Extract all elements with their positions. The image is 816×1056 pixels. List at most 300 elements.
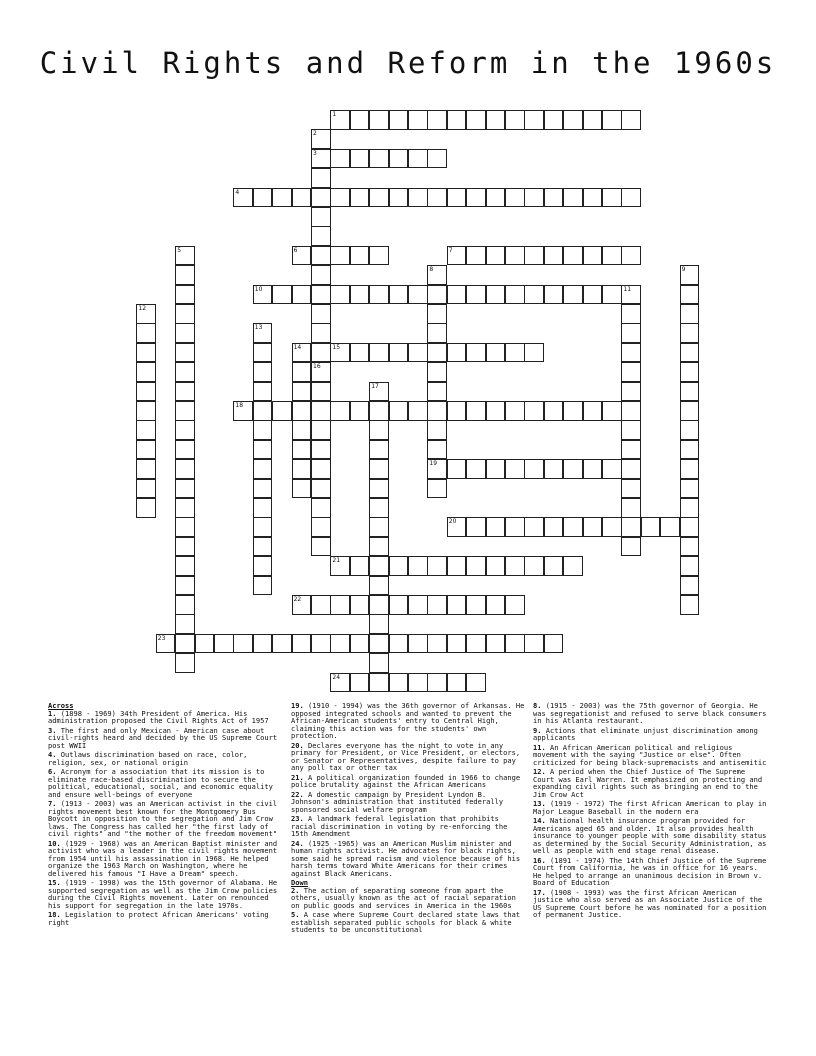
grid-cell[interactable] (292, 634, 312, 654)
grid-cell[interactable] (524, 246, 544, 266)
grid-cell[interactable] (175, 323, 195, 343)
grid-cell[interactable] (680, 343, 700, 363)
grid-cell[interactable] (602, 188, 622, 208)
grid-cell[interactable] (369, 517, 389, 537)
grid-cell[interactable] (427, 285, 447, 305)
grid-cell[interactable] (369, 634, 389, 654)
grid-cell[interactable] (505, 285, 525, 305)
grid-cell[interactable] (583, 459, 603, 479)
grid-cell[interactable] (389, 110, 409, 130)
grid-cell[interactable] (466, 343, 486, 363)
grid-cell[interactable] (486, 246, 506, 266)
grid-cell[interactable] (505, 634, 525, 654)
grid-cell[interactable] (253, 517, 273, 537)
grid-cell[interactable] (311, 323, 331, 343)
grid-cell[interactable] (427, 265, 447, 285)
grid-cell[interactable] (466, 285, 486, 305)
grid-cell[interactable] (408, 634, 428, 654)
grid-cell[interactable] (136, 362, 156, 382)
grid-cell[interactable] (311, 246, 331, 266)
grid-cell[interactable] (680, 595, 700, 615)
grid-cell[interactable] (311, 517, 331, 537)
grid-cell[interactable] (136, 420, 156, 440)
grid-cell[interactable] (369, 420, 389, 440)
grid-cell[interactable] (330, 110, 350, 130)
grid-cell[interactable] (486, 556, 506, 576)
grid-cell[interactable] (544, 285, 564, 305)
grid-cell[interactable] (427, 440, 447, 460)
grid-cell[interactable] (253, 188, 273, 208)
grid-cell[interactable] (350, 343, 370, 363)
grid-cell[interactable] (369, 595, 389, 615)
grid-cell[interactable] (253, 440, 273, 460)
grid-cell[interactable] (447, 246, 467, 266)
grid-cell[interactable] (292, 440, 312, 460)
grid-cell[interactable] (253, 420, 273, 440)
grid-cell[interactable] (447, 343, 467, 363)
grid-cell[interactable] (369, 479, 389, 499)
grid-cell[interactable] (447, 285, 467, 305)
grid-cell[interactable] (292, 479, 312, 499)
grid-cell[interactable] (427, 595, 447, 615)
grid-cell[interactable] (136, 304, 156, 324)
grid-cell[interactable] (524, 556, 544, 576)
grid-cell[interactable] (602, 517, 622, 537)
grid-cell[interactable] (292, 420, 312, 440)
grid-cell[interactable] (350, 149, 370, 169)
grid-cell[interactable] (583, 285, 603, 305)
grid-cell[interactable] (505, 188, 525, 208)
grid-cell[interactable] (447, 634, 467, 654)
grid-cell[interactable] (466, 673, 486, 693)
grid-cell[interactable] (621, 537, 641, 557)
grid-cell[interactable] (621, 517, 641, 537)
grid-cell[interactable] (175, 517, 195, 537)
grid-cell[interactable] (214, 634, 234, 654)
grid-cell[interactable] (486, 634, 506, 654)
grid-cell[interactable] (621, 382, 641, 402)
grid-cell[interactable] (466, 401, 486, 421)
grid-cell[interactable] (369, 537, 389, 557)
grid-cell[interactable] (136, 440, 156, 460)
grid-cell[interactable] (136, 343, 156, 363)
grid-cell[interactable] (408, 401, 428, 421)
grid-cell[interactable] (583, 246, 603, 266)
grid-cell[interactable] (680, 401, 700, 421)
grid-cell[interactable] (350, 188, 370, 208)
grid-cell[interactable] (447, 517, 467, 537)
grid-cell[interactable] (253, 285, 273, 305)
grid-cell[interactable] (505, 246, 525, 266)
grid-cell[interactable] (311, 479, 331, 499)
grid-cell[interactable] (563, 110, 583, 130)
grid-cell[interactable] (350, 634, 370, 654)
grid-cell[interactable] (175, 285, 195, 305)
grid-cell[interactable] (292, 595, 312, 615)
grid-cell[interactable] (369, 246, 389, 266)
grid-cell[interactable] (621, 362, 641, 382)
grid-cell[interactable] (369, 653, 389, 673)
grid-cell[interactable] (350, 110, 370, 130)
grid-cell[interactable] (311, 362, 331, 382)
grid-cell[interactable] (272, 285, 292, 305)
grid-cell[interactable] (427, 634, 447, 654)
grid-cell[interactable] (253, 401, 273, 421)
grid-cell[interactable] (369, 188, 389, 208)
grid-cell[interactable] (544, 188, 564, 208)
grid-cell[interactable] (408, 556, 428, 576)
grid-cell[interactable] (486, 343, 506, 363)
grid-cell[interactable] (136, 323, 156, 343)
grid-cell[interactable] (253, 479, 273, 499)
grid-cell[interactable] (330, 673, 350, 693)
grid-cell[interactable] (680, 459, 700, 479)
grid-cell[interactable] (680, 265, 700, 285)
grid-cell[interactable] (466, 595, 486, 615)
grid-cell[interactable] (136, 401, 156, 421)
grid-cell[interactable] (447, 459, 467, 479)
grid-cell[interactable] (175, 246, 195, 266)
grid-cell[interactable] (621, 110, 641, 130)
grid-cell[interactable] (175, 362, 195, 382)
grid-cell[interactable] (583, 401, 603, 421)
grid-cell[interactable] (175, 498, 195, 518)
grid-cell[interactable] (466, 459, 486, 479)
grid-cell[interactable] (175, 265, 195, 285)
grid-cell[interactable] (292, 343, 312, 363)
grid-cell[interactable] (369, 110, 389, 130)
grid-cell[interactable] (292, 362, 312, 382)
grid-cell[interactable] (427, 382, 447, 402)
grid-cell[interactable] (447, 673, 467, 693)
grid-cell[interactable] (175, 576, 195, 596)
grid-cell[interactable] (311, 265, 331, 285)
grid-cell[interactable] (524, 401, 544, 421)
grid-cell[interactable] (389, 595, 409, 615)
grid-cell[interactable] (427, 323, 447, 343)
grid-cell[interactable] (175, 304, 195, 324)
grid-cell[interactable] (311, 498, 331, 518)
grid-cell[interactable] (563, 517, 583, 537)
grid-cell[interactable] (524, 285, 544, 305)
grid-cell[interactable] (253, 323, 273, 343)
grid-cell[interactable] (680, 382, 700, 402)
grid-cell[interactable] (505, 517, 525, 537)
grid-cell[interactable] (680, 420, 700, 440)
grid-cell[interactable] (486, 517, 506, 537)
grid-cell[interactable] (680, 498, 700, 518)
grid-cell[interactable] (621, 479, 641, 499)
grid-cell[interactable] (680, 537, 700, 557)
grid-cell[interactable] (253, 537, 273, 557)
grid-cell[interactable] (292, 401, 312, 421)
grid-cell[interactable] (292, 382, 312, 402)
grid-cell[interactable] (486, 110, 506, 130)
grid-cell[interactable] (369, 614, 389, 634)
grid-cell[interactable] (389, 634, 409, 654)
grid-cell[interactable] (311, 304, 331, 324)
grid-cell[interactable] (447, 556, 467, 576)
grid-cell[interactable] (544, 517, 564, 537)
grid-cell[interactable] (505, 595, 525, 615)
grid-cell[interactable] (389, 343, 409, 363)
grid-cell[interactable] (408, 673, 428, 693)
grid-cell[interactable] (369, 673, 389, 693)
grid-cell[interactable] (272, 401, 292, 421)
grid-cell[interactable] (524, 110, 544, 130)
grid-cell[interactable] (369, 556, 389, 576)
grid-cell[interactable] (311, 129, 331, 149)
grid-cell[interactable] (311, 537, 331, 557)
grid-cell[interactable] (621, 420, 641, 440)
grid-cell[interactable] (447, 595, 467, 615)
grid-cell[interactable] (330, 246, 350, 266)
grid-cell[interactable] (369, 440, 389, 460)
grid-cell[interactable] (233, 188, 253, 208)
grid-cell[interactable] (544, 110, 564, 130)
grid-cell[interactable] (408, 595, 428, 615)
grid-cell[interactable] (680, 304, 700, 324)
grid-cell[interactable] (292, 285, 312, 305)
grid-cell[interactable] (408, 110, 428, 130)
grid-cell[interactable] (330, 149, 350, 169)
grid-cell[interactable] (621, 440, 641, 460)
grid-cell[interactable] (175, 420, 195, 440)
grid-cell[interactable] (583, 110, 603, 130)
grid-cell[interactable] (330, 595, 350, 615)
grid-cell[interactable] (369, 149, 389, 169)
grid-cell[interactable] (680, 285, 700, 305)
grid-cell[interactable] (680, 576, 700, 596)
grid-cell[interactable] (486, 459, 506, 479)
grid-cell[interactable] (427, 343, 447, 363)
grid-cell[interactable] (350, 246, 370, 266)
grid-cell[interactable] (427, 149, 447, 169)
grid-cell[interactable] (369, 285, 389, 305)
grid-cell[interactable] (680, 556, 700, 576)
grid-cell[interactable] (466, 634, 486, 654)
grid-cell[interactable] (602, 401, 622, 421)
grid-cell[interactable] (563, 285, 583, 305)
grid-cell[interactable] (253, 459, 273, 479)
grid-cell[interactable] (621, 323, 641, 343)
grid-cell[interactable] (524, 634, 544, 654)
grid-cell[interactable] (292, 246, 312, 266)
grid-cell[interactable] (389, 285, 409, 305)
grid-cell[interactable] (253, 382, 273, 402)
grid-cell[interactable] (311, 207, 331, 227)
grid-cell[interactable] (369, 343, 389, 363)
grid-cell[interactable] (330, 188, 350, 208)
grid-cell[interactable] (369, 382, 389, 402)
grid-cell[interactable] (524, 517, 544, 537)
grid-cell[interactable] (563, 556, 583, 576)
grid-cell[interactable] (505, 556, 525, 576)
grid-cell[interactable] (680, 362, 700, 382)
grid-cell[interactable] (544, 459, 564, 479)
grid-cell[interactable] (136, 459, 156, 479)
grid-cell[interactable] (350, 673, 370, 693)
grid-cell[interactable] (175, 479, 195, 499)
grid-cell[interactable] (427, 401, 447, 421)
grid-cell[interactable] (427, 304, 447, 324)
grid-cell[interactable] (544, 556, 564, 576)
grid-cell[interactable] (466, 556, 486, 576)
grid-cell[interactable] (621, 343, 641, 363)
grid-cell[interactable] (156, 634, 176, 654)
grid-cell[interactable] (311, 226, 331, 246)
grid-cell[interactable] (369, 459, 389, 479)
grid-cell[interactable] (330, 556, 350, 576)
grid-cell[interactable] (544, 634, 564, 654)
grid-cell[interactable] (311, 420, 331, 440)
grid-cell[interactable] (253, 634, 273, 654)
grid-cell[interactable] (311, 285, 331, 305)
grid-cell[interactable] (175, 343, 195, 363)
grid-cell[interactable] (524, 343, 544, 363)
grid-cell[interactable] (486, 595, 506, 615)
grid-cell[interactable] (427, 362, 447, 382)
grid-cell[interactable] (660, 517, 680, 537)
grid-cell[interactable] (330, 634, 350, 654)
grid-cell[interactable] (253, 343, 273, 363)
grid-cell[interactable] (311, 401, 331, 421)
grid-cell[interactable] (466, 110, 486, 130)
grid-cell[interactable] (621, 246, 641, 266)
grid-cell[interactable] (311, 382, 331, 402)
grid-cell[interactable] (369, 576, 389, 596)
grid-cell[interactable] (175, 440, 195, 460)
grid-cell[interactable] (505, 401, 525, 421)
grid-cell[interactable] (292, 459, 312, 479)
grid-cell[interactable] (136, 382, 156, 402)
grid-cell[interactable] (233, 634, 253, 654)
grid-cell[interactable] (389, 556, 409, 576)
grid-cell[interactable] (427, 110, 447, 130)
grid-cell[interactable] (175, 459, 195, 479)
grid-cell[interactable] (175, 595, 195, 615)
grid-cell[interactable] (602, 285, 622, 305)
grid-cell[interactable] (175, 634, 195, 654)
grid-cell[interactable] (175, 382, 195, 402)
grid-cell[interactable] (389, 149, 409, 169)
grid-cell[interactable] (389, 673, 409, 693)
grid-cell[interactable] (427, 459, 447, 479)
grid-cell[interactable] (253, 498, 273, 518)
grid-cell[interactable] (602, 459, 622, 479)
grid-cell[interactable] (447, 188, 467, 208)
grid-cell[interactable] (447, 401, 467, 421)
grid-cell[interactable] (563, 246, 583, 266)
grid-cell[interactable] (486, 401, 506, 421)
grid-cell[interactable] (292, 188, 312, 208)
grid-cell[interactable] (680, 323, 700, 343)
grid-cell[interactable] (680, 517, 700, 537)
grid-cell[interactable] (427, 420, 447, 440)
grid-cell[interactable] (175, 653, 195, 673)
grid-cell[interactable] (272, 188, 292, 208)
grid-cell[interactable] (253, 556, 273, 576)
grid-cell[interactable] (311, 634, 331, 654)
grid-cell[interactable] (311, 440, 331, 460)
grid-cell[interactable] (175, 556, 195, 576)
grid-cell[interactable] (427, 556, 447, 576)
grid-cell[interactable] (272, 634, 292, 654)
grid-cell[interactable] (486, 285, 506, 305)
grid-cell[interactable] (408, 285, 428, 305)
grid-cell[interactable] (350, 401, 370, 421)
grid-cell[interactable] (311, 343, 331, 363)
grid-cell[interactable] (505, 459, 525, 479)
grid-cell[interactable] (253, 362, 273, 382)
grid-cell[interactable] (447, 110, 467, 130)
grid-cell[interactable] (427, 479, 447, 499)
grid-cell[interactable] (427, 673, 447, 693)
grid-cell[interactable] (544, 401, 564, 421)
grid-cell[interactable] (233, 401, 253, 421)
grid-cell[interactable] (311, 188, 331, 208)
grid-cell[interactable] (369, 401, 389, 421)
grid-cell[interactable] (544, 246, 564, 266)
grid-cell[interactable] (195, 634, 215, 654)
grid-cell[interactable] (408, 343, 428, 363)
grid-cell[interactable] (427, 188, 447, 208)
grid-cell[interactable] (505, 343, 525, 363)
grid-cell[interactable] (175, 537, 195, 557)
grid-cell[interactable] (563, 459, 583, 479)
grid-cell[interactable] (136, 479, 156, 499)
grid-cell[interactable] (350, 556, 370, 576)
grid-cell[interactable] (350, 595, 370, 615)
grid-cell[interactable] (524, 459, 544, 479)
grid-cell[interactable] (350, 285, 370, 305)
grid-cell[interactable] (641, 517, 661, 537)
grid-cell[interactable] (136, 498, 156, 518)
grid-cell[interactable] (524, 188, 544, 208)
grid-cell[interactable] (602, 110, 622, 130)
grid-cell[interactable] (621, 188, 641, 208)
grid-cell[interactable] (330, 343, 350, 363)
grid-cell[interactable] (621, 285, 641, 305)
grid-cell[interactable] (563, 188, 583, 208)
grid-cell[interactable] (408, 188, 428, 208)
grid-cell[interactable] (466, 246, 486, 266)
grid-cell[interactable] (621, 304, 641, 324)
grid-cell[interactable] (408, 149, 428, 169)
grid-cell[interactable] (563, 401, 583, 421)
grid-cell[interactable] (486, 188, 506, 208)
grid-cell[interactable] (175, 401, 195, 421)
grid-cell[interactable] (680, 479, 700, 499)
grid-cell[interactable] (466, 517, 486, 537)
grid-cell[interactable] (330, 401, 350, 421)
grid-cell[interactable] (389, 188, 409, 208)
grid-cell[interactable] (175, 614, 195, 634)
grid-cell[interactable] (621, 401, 641, 421)
grid-cell[interactable] (680, 440, 700, 460)
grid-cell[interactable] (505, 110, 525, 130)
grid-cell[interactable] (253, 576, 273, 596)
grid-cell[interactable] (389, 401, 409, 421)
grid-cell[interactable] (602, 246, 622, 266)
grid-cell[interactable] (311, 149, 331, 169)
grid-cell[interactable] (311, 595, 331, 615)
grid-cell[interactable] (330, 285, 350, 305)
grid-cell[interactable] (621, 459, 641, 479)
grid-cell[interactable] (621, 498, 641, 518)
grid-cell[interactable] (583, 188, 603, 208)
grid-cell[interactable] (369, 498, 389, 518)
